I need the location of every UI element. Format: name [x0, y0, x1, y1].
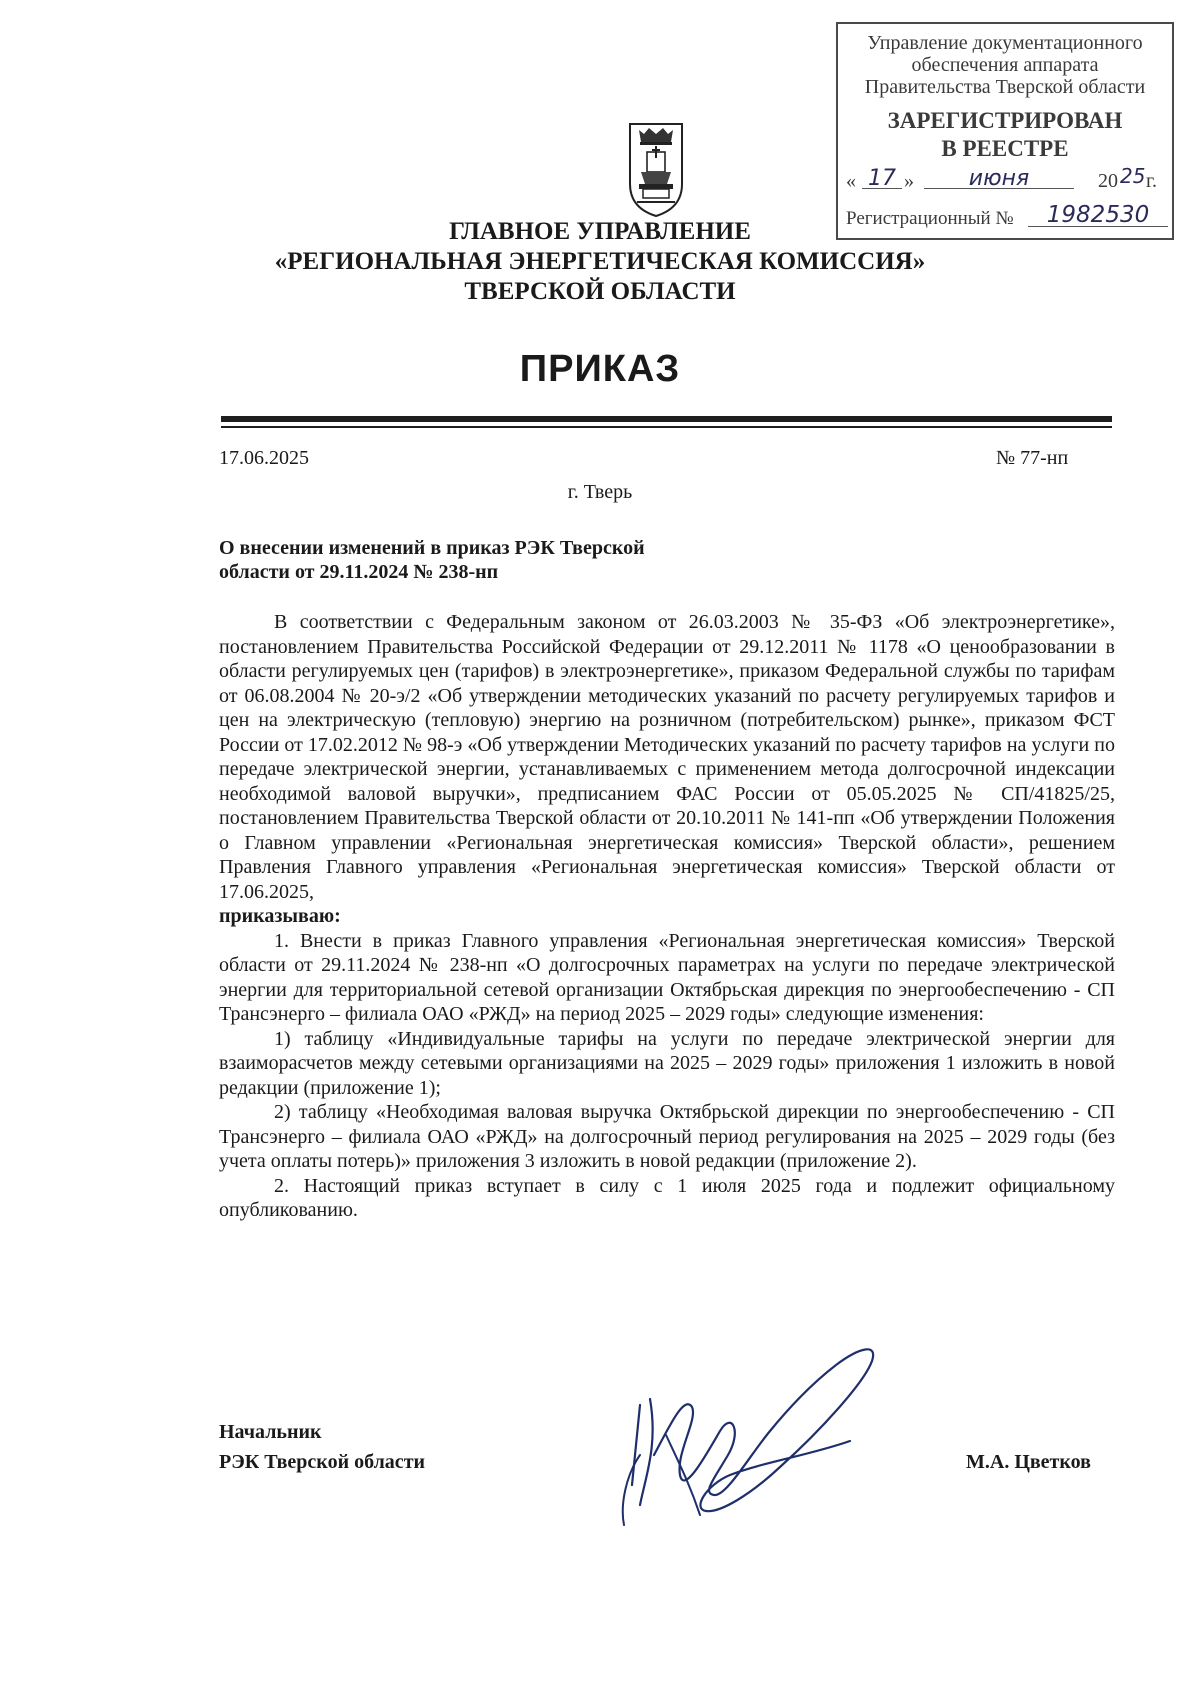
stamp-year-unit: г. — [1146, 170, 1157, 192]
header-rule-thin — [221, 426, 1112, 428]
stamp-date-year-prefix: 20 — [1098, 170, 1118, 192]
stamp-line-1: Управление документационного — [867, 32, 1143, 54]
body-preamble: В соответствии с Федеральным законом от 26.03.2003 № 35-ФЗ «Об электроэнергетике», постановлением Правительства Российской Федерации от 29.12.2011 № 1178 «О ценообразовании в области регулируемых цен (тарифов) в электроэнергетике», приказом Федеральной службы по тарифам от 06.08.2004 № 20-э/2 «Об утверждении методических указаний по расчету регулируемых тарифов и цен на электрическую (тепловую) энергию на розничном (потребительском) рынке», приказом ФСТ России от 17.02.2012 № 98-э «Об утверждении Методических указаний по расчету тарифов на услуги по передаче электрической энергии, устанавливаемых с применением метода долгосрочной индексации необходимой валовой выручки», предписанием ФАС России от 05.05.2025 № СП/41825/25, постановлением Правительства Тверской области от 20.10.2011 № 141-пп «Об утверждении Положения о Главном управлении «Региональная энергетическая комиссия» Тверской области», решением Правления Главного управления «Региональная энергетическая комиссия» Тверской области от 17.06.2025, — [219, 611, 1115, 903]
stamp-date-day: 17 — [868, 166, 896, 191]
subject-line-2: области от 29.11.2024 № 238-нп — [219, 561, 499, 583]
stamp-reg-number: 1982530 — [1046, 202, 1150, 228]
signatory-position-line-2: РЭК Тверской области — [219, 1451, 426, 1473]
signatory-position — [219, 1417, 425, 1477]
header-line-2: «РЕГИОНАЛЬНАЯ ЭНЕРГЕТИЧЕСКАЯ КОМИССИЯ» — [274, 248, 926, 275]
stamp-date-row: « 17 » июня 20 25 г. — [846, 164, 1157, 192]
stamp-registered-1: ЗАРЕГИСТРИРОВАН — [887, 108, 1123, 133]
document-number: № 77-нп — [996, 447, 1069, 469]
body-item-1-2: 2) таблицу «Необходимая валовая выручка Октябрьской дирекции по энергообеспечению - СП Трансэнерго – филиала ОАО «РЖД» на долгосрочный период регулирования на 2025 – 2029 годы (без учета оплаты потерь)» приложения 3 изложить в новой редакции (приложение 2). — [219, 1101, 1115, 1172]
signatory-position-line-1: Начальник — [219, 1421, 322, 1443]
subject-line-1: О внесении изменений в приказ РЭК Тверской — [219, 537, 645, 559]
stamp-line-2: обеспечения аппарата — [911, 54, 1099, 76]
body-order-word: приказываю: — [219, 905, 341, 927]
body-item-1: 1. Внести в приказ Главного управления «Региональная энергетическая комиссия» Тверской области от 29.11.2024 № 238-нп «О долгосрочных параметрах на услуги по передаче электрической энергии для территориальной сетевой организации Октябрьская дирекция по энергообеспечению - СП Трансэнерго – филиала ОАО «РЖД» на период 2025 – 2029 годы» следующие изменения: — [219, 929, 1115, 1025]
body-item-2: 2. Настоящий приказ вступает в силу с 1 июля 2025 года и подлежит официальному опубликованию. — [219, 1174, 1115, 1221]
handwritten-signature — [610, 1335, 910, 1545]
stamp-date-year-suffix: 25 — [1120, 164, 1146, 188]
document-subject — [219, 536, 719, 584]
coat-of-arms-icon — [627, 122, 685, 218]
document-date: 17.06.2025 — [219, 447, 309, 469]
document-type-title: ПРИКАЗ — [519, 348, 681, 390]
body-item-1-1: 1) таблицу «Индивидуальные тарифы на услуги по передаче электрической энергии для взаиморасчетов между сетевыми организациями на 2025 – 2029 годы» приложения 1 изложить в новой редакции (приложение 1); — [219, 1027, 1115, 1099]
stamp-line-3: Правительства Тверской области — [864, 76, 1146, 98]
header-line-1: ГЛАВНОЕ УПРАВЛЕНИЕ — [449, 218, 751, 245]
header-rule-thick — [221, 416, 1112, 422]
stamp-date-month: июня — [968, 166, 1030, 191]
header-line-3: ТВЕРСКОЙ ОБЛАСТИ — [464, 278, 736, 305]
stamp-registered-2: В РЕЕСТРЕ — [941, 136, 1069, 161]
document-body — [219, 610, 1115, 1223]
registration-stamp — [836, 22, 1174, 240]
document-city: г. Тверь — [567, 481, 633, 503]
stamp-reg-label: Регистрационный № — [846, 208, 1014, 229]
signatory-name: М.А. Цветков — [966, 1451, 1091, 1473]
